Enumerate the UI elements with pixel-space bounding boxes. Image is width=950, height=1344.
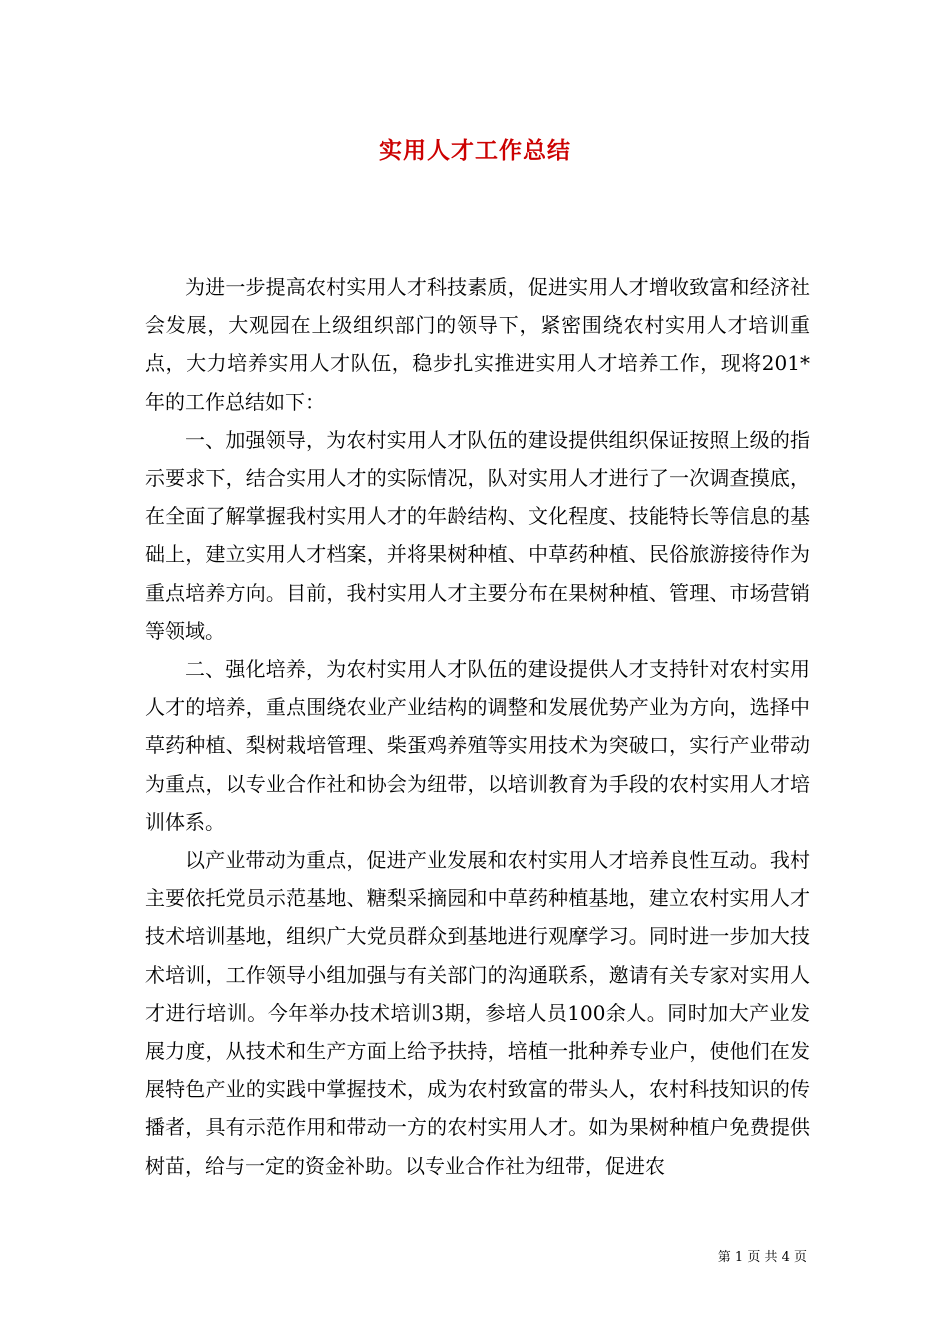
paragraph-section-2: 二、强化培养，为农村实用人才队伍的建设提供人才支持针对农村实用人才的培养，重点围绕农业产业结构的调整和发展优势产业为方向，选择中草药种植、梨树栽培管理、柴蛋鸡养殖等实用技术为突破口，实行产业带动为重点，以专业合作社和协会为纽带，以培训教育为手段的农村实用人才培训体系。: [145, 657, 810, 834]
document-title: 实用人才工作总结: [379, 137, 571, 164]
paragraph-industry: 以产业带动为重点，促进产业发展和农村实用人才培养良性互动。我村主要依托党员示范基地、糖梨采摘园和中草药种植基地，建立农村实用人才技术培训基地，组织广大党员群众到基地进行观摩学习。同时进一步加大技术培训，工作领导小组加强与有关部门的沟通联系，邀请有关专家对实用人才进行培训。今年举办技术培训3期，参培人员100余人。同时加大产业发展力度，从技术和生产方面上给予扶持，培植一批种养专业户，使他们在发展特色产业的实践中掌握技术，成为农村致富的带头人，农村科技知识的传播者，具有示范作用和带动一方的农村实用人才。如为果树种植户免费提供树苗，给与一定的资金补助。以专业合作社为纽带，促进农: [145, 848, 810, 1178]
paragraph-section-1: 一、加强领导，为农村实用人才队伍的建设提供组织保证按照上级的指示要求下，结合实用人才的实际情况，队对实用人才进行了一次调查摸底，在全面了解掌握我村实用人才的年龄结构、文化程度、技能特长等信息的基础上，建立实用人才档案，并将果树种植、中草药种植、民俗旅游接待作为重点培养方向。目前，我村实用人才主要分布在果树种植、管理、市场营销等领域。: [145, 427, 810, 643]
document-body: [145, 268, 810, 1185]
paragraph-intro: 为进一步提高农村实用人才科技素质，促进实用人才增收致富和经济社会发展，大观园在上级组织部门的领导下，紧密围绕农村实用人才培训重点，大力培养实用人才队伍，稳步扎实推进实用人才培养工作，现将201*年的工作总结如下：: [145, 275, 810, 414]
page-number: 第 1 页 共 4 页: [717, 1250, 807, 1265]
